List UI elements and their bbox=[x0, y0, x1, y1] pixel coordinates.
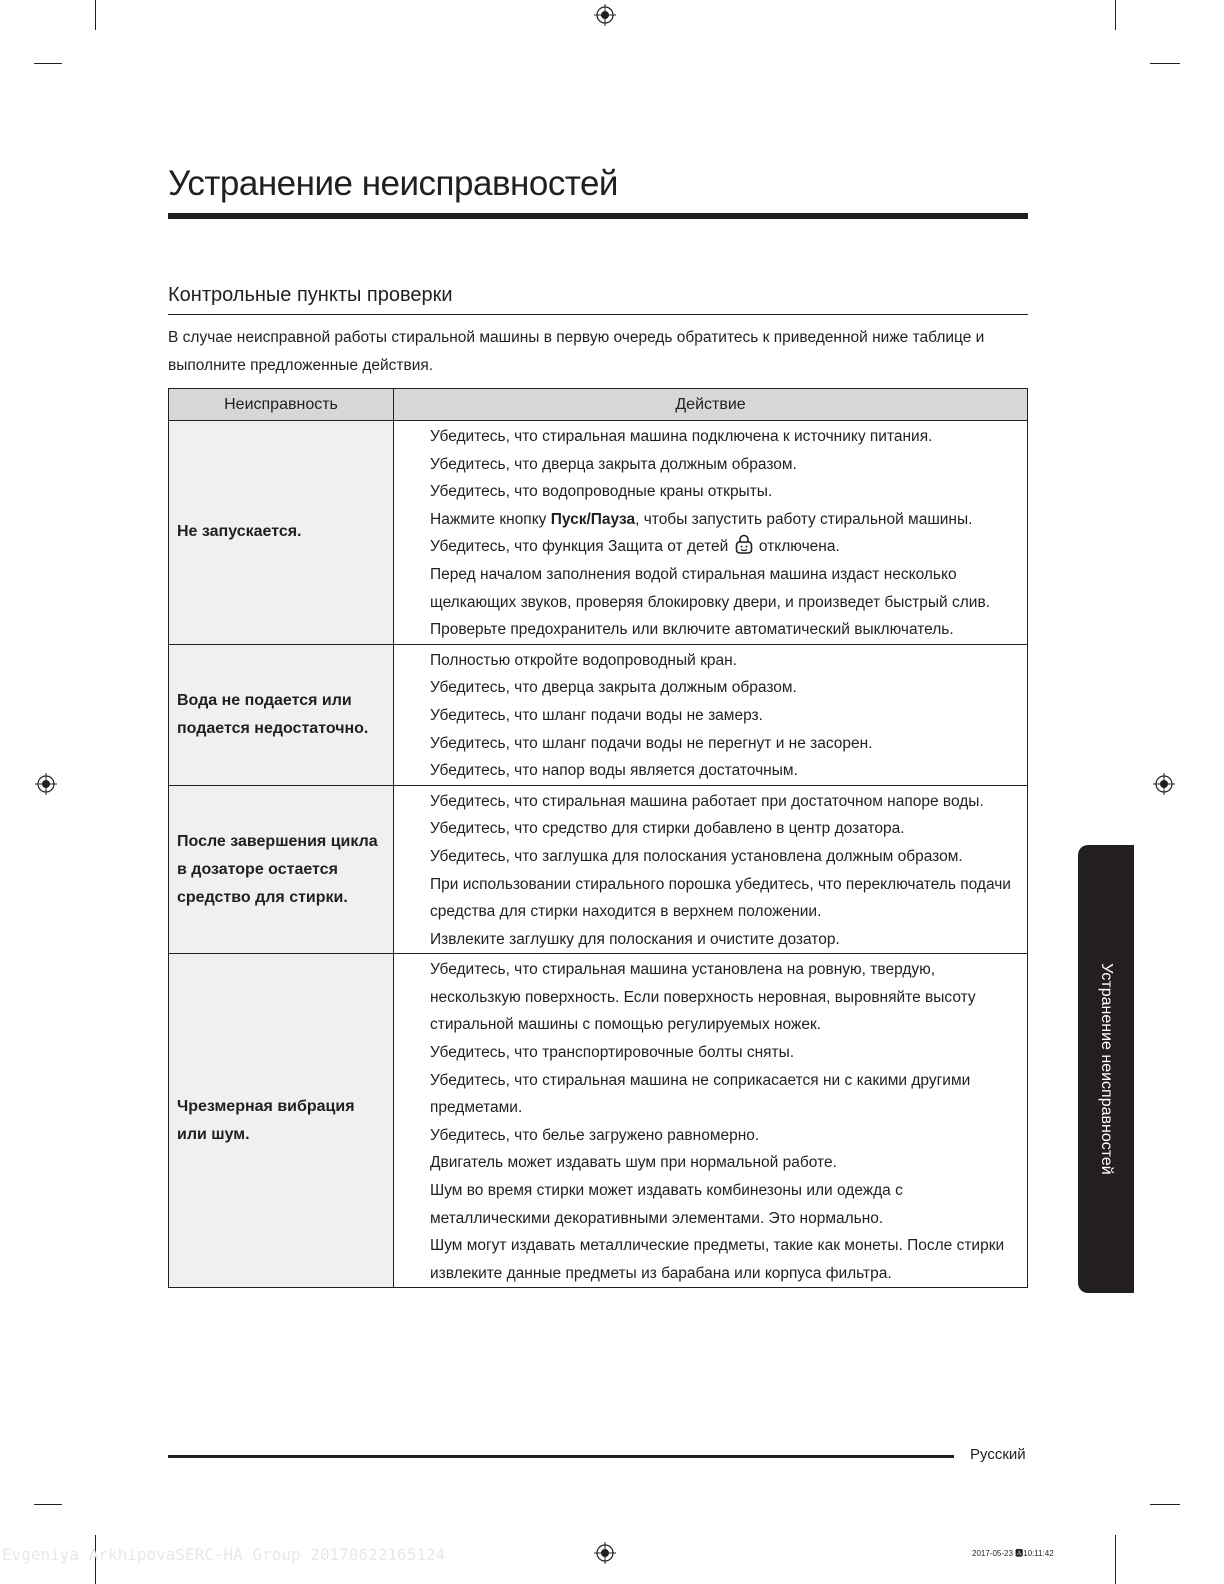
action-item: Проверьте предохранитель или включите автоматический выключатель. bbox=[430, 621, 954, 639]
action-list bbox=[430, 423, 1021, 644]
fault-cell: Не запускается. bbox=[169, 421, 394, 645]
action-item: Шум во время стирки может издавать комбинезоны или одежда с металлическими декоративными элементами. Это нормально. bbox=[430, 1182, 903, 1227]
actions-cell bbox=[394, 785, 1028, 954]
action-item: Перед началом заполнения водой стиральная машина издаст несколько щелкающих звуков, проверяя блокировку двери, и произведет быстрый слив. bbox=[430, 565, 990, 611]
registration-mark-icon bbox=[594, 4, 616, 26]
crop-mark bbox=[34, 1504, 62, 1505]
action-item: Двигатель может издавать шум при нормальной работе. bbox=[430, 1154, 837, 1172]
crop-mark bbox=[1115, 1535, 1116, 1584]
action-item: Убедитесь, что шланг подачи воды не перегнут и не засорен. bbox=[430, 734, 873, 752]
chapter-side-tab-label: Устранение неисправностей bbox=[1098, 963, 1115, 1175]
print-timestamp: 2017-05-23 🅰10:11:42 bbox=[972, 1549, 1054, 1558]
section-rule bbox=[168, 314, 1028, 315]
fault-cell: После завершения цикла в дозаторе остается средство для стирки. bbox=[169, 785, 394, 954]
action-item: Убедитесь, что заглушка для полоскания установлена должным образом. bbox=[430, 847, 963, 865]
table-row bbox=[169, 954, 1028, 1288]
footer-language: Русский bbox=[970, 1446, 1026, 1463]
action-item: При использовании стирального порошка убедитесь, что переключатель подачи средства для стирки находится в верхнем положении. bbox=[430, 875, 1011, 921]
action-item: Убедитесь, что дверца закрыта должным образом. bbox=[430, 679, 797, 697]
crop-mark bbox=[1150, 63, 1180, 64]
table-row bbox=[169, 785, 1028, 954]
checkpoints-table bbox=[168, 388, 1028, 1288]
section-title: Контрольные пункты проверки bbox=[168, 284, 453, 306]
action-item: Шум могут издавать металлические предметы, такие как монеты. После стирки извлеките данные предметы из барабана или корпуса фильтра. bbox=[430, 1237, 1005, 1282]
footer-rule bbox=[168, 1455, 954, 1458]
print-watermark: Evgeniya ArkhipovaSERC-HA Group 20170622165124 bbox=[2, 1545, 446, 1564]
actions-cell bbox=[394, 421, 1028, 645]
registration-mark-icon bbox=[35, 773, 57, 795]
fault-cell: Вода не подается или подается недостаточно. bbox=[169, 644, 394, 785]
action-item: Убедитесь, что стиральная машина установлена на ровную, твердую, нескользкую поверхность. Если поверхность неровная, выровняйте высоту стиральной машины с помощью регулируемых ножек. bbox=[430, 961, 976, 1034]
action-item: Убедитесь, что транспортировочные болты сняты. bbox=[430, 1044, 795, 1062]
crop-mark bbox=[95, 0, 96, 30]
header-fault: Неисправность bbox=[169, 389, 394, 421]
action-text: Убедитесь, что функция Защита от детей bbox=[430, 538, 733, 556]
action-text: Нажмите кнопку bbox=[430, 510, 551, 528]
action-item: Убедитесь, что дверца закрыта должным образом. bbox=[430, 455, 797, 473]
action-item: Убедитесь, что стиральная машина работает при достаточном напоре воды. bbox=[430, 792, 984, 810]
header-action: Действие bbox=[394, 389, 1028, 421]
action-item: Убедитесь, что стиральная машина не соприкасается ни с какими другими предметами. bbox=[430, 1071, 971, 1117]
page-title: Устранение неисправностей bbox=[168, 164, 618, 203]
action-item: Полностью откройте водопроводный кран. bbox=[430, 651, 737, 669]
action-item: Убедитесь, что белье загружено равномерно. bbox=[430, 1126, 760, 1144]
child-lock-icon bbox=[735, 534, 753, 554]
action-item: Убедитесь, что шланг подачи воды не замерз. bbox=[430, 706, 763, 724]
chapter-side-tab bbox=[1078, 845, 1134, 1293]
table-header-row bbox=[169, 389, 1028, 421]
action-list bbox=[430, 788, 1021, 954]
start-pause-button-name: Пуск/Пауза bbox=[550, 510, 636, 528]
action-text: отключена. bbox=[754, 538, 840, 556]
action-item: Убедитесь, что водопроводные краны открыты. bbox=[430, 483, 773, 501]
action-item bbox=[430, 506, 1021, 534]
crop-mark bbox=[34, 63, 62, 64]
action-item bbox=[430, 533, 1021, 561]
crop-mark bbox=[1115, 0, 1116, 30]
intro-text: В случае неисправной работы стиральной машины в первую очередь обратитесь к приведенной ниже таблице и выполните предложенные действия. bbox=[168, 329, 985, 374]
action-item: Извлеките заглушку для полоскания и очистите дозатор. bbox=[430, 930, 840, 948]
action-list bbox=[430, 647, 1021, 785]
crop-mark bbox=[1150, 1504, 1180, 1505]
actions-cell bbox=[394, 954, 1028, 1288]
action-list bbox=[430, 956, 1021, 1287]
action-item: Убедитесь, что напор воды является достаточным. bbox=[430, 762, 798, 780]
title-rule bbox=[168, 213, 1028, 219]
table-row bbox=[169, 644, 1028, 785]
action-item: Убедитесь, что средство для стирки добавлено в центр дозатора. bbox=[430, 820, 905, 838]
action-text: , чтобы запустить работу стиральной машины. bbox=[635, 510, 973, 528]
registration-mark-icon bbox=[1153, 773, 1175, 795]
fault-cell: Чрезмерная вибрация или шум. bbox=[169, 954, 394, 1288]
action-item: Убедитесь, что стиральная машина подключена к источнику питания. bbox=[430, 428, 933, 445]
actions-cell bbox=[394, 644, 1028, 785]
registration-mark-icon bbox=[594, 1542, 616, 1564]
table-row bbox=[169, 421, 1028, 645]
